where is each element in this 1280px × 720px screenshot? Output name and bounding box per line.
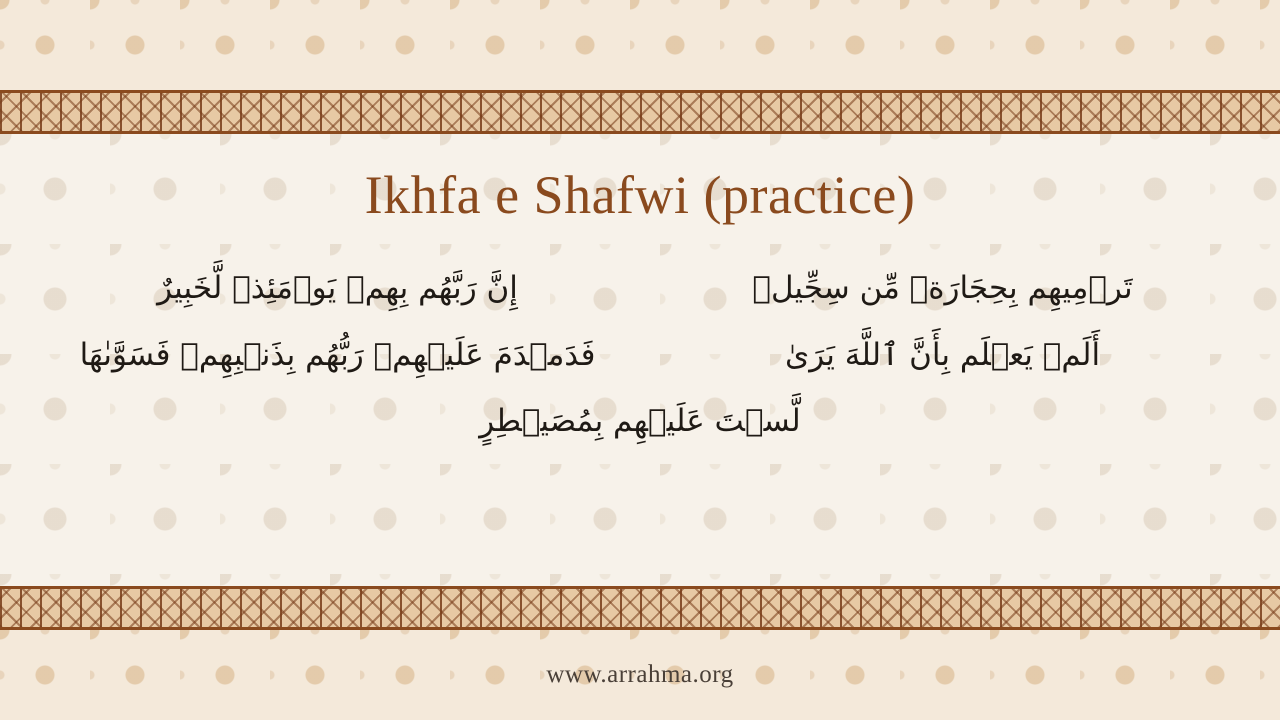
ayah-line-1-left: إِنَّ رَبَّهُم بِهِمۡ يَوۡمَئِذٖ لَّخَبِيرٌ [157, 270, 518, 306]
website-url: www.arrahma.org [546, 661, 734, 688]
content-panel [0, 134, 1280, 586]
ayah-line-1-right: تَرۡمِيهِم بِحِجَارَةٖ مِّن سِجِّيلٖ [752, 270, 1133, 306]
footer [0, 630, 1280, 720]
ayah-line-2-left: فَدَمۡدَمَ عَلَيۡهِمۡ رَبُّهُم بِذَنۢبِهِمۡ فَسَوَّىٰهَا [79, 336, 596, 373]
bottom-ornamental-band [0, 586, 1280, 630]
top-ornamental-band [0, 90, 1280, 134]
page-title: Ikhfa e Shafwi (practice) [364, 165, 916, 225]
ayah-line-2-right: أَلَمۡ يَعۡلَم بِأَنَّ ٱللَّهَ يَرَىٰ [784, 336, 1101, 373]
ayah-line-3-center: لَّسۡتَ عَلَيۡهِم بِمُصَيۡطِرٍ [479, 403, 801, 440]
ayat-grid [0, 262, 1280, 448]
